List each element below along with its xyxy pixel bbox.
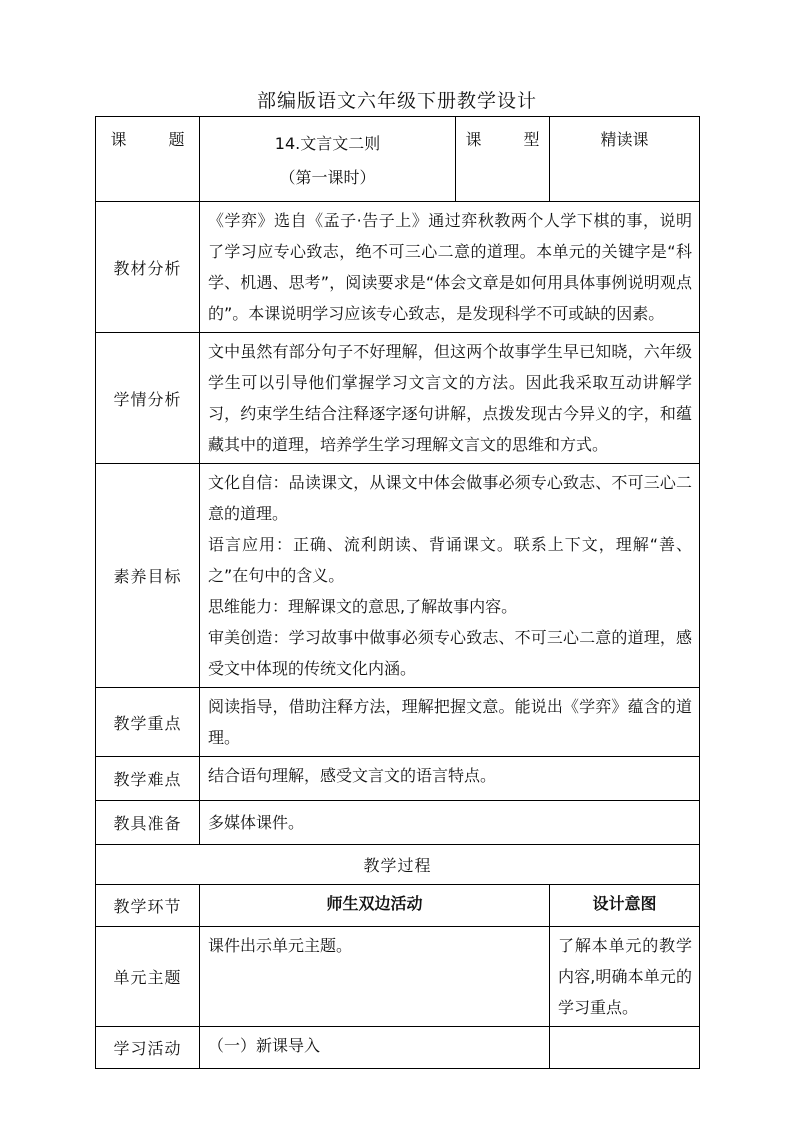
key-points-row [96,688,700,757]
process-stage: 单元主题 [96,927,200,1027]
goals-label: 素养目标 [96,464,200,688]
col-activity-header: 师生双边活动 [200,885,550,927]
topic-subtitle: （第一课时） [279,168,376,187]
key-points-text: 阅读指导，借助注释方法，理解把握文意。能说出《学弈》蕴含的道理。 [200,688,700,757]
process-intent [550,1027,700,1069]
material-analysis-row [96,202,700,333]
topic-label-a: 课 [110,130,127,149]
materials-prep-text: 多媒体课件。 [200,801,700,845]
materials-prep-label: 教具准备 [96,801,200,845]
material-analysis-text: 《学弈》选自《孟子·告子上》通过弈秋教两个人学下棋的事，说明了学习应专心致志，绝不可三心二意的道理。本单元的关键字是“科学、机遇、思考”，阅读要求是“体会文章是如何用具体事例说明观点的”。本课说明学习应该专心致志，是发现科学不可或缺的因素。 [200,202,700,333]
goal-thinking: 思维能力：理解课文的意思,了解故事内容。 [208,597,518,616]
process-row [96,927,700,1027]
difficulties-row [96,757,700,801]
header-row [96,117,700,202]
col-intent-header: 设计意图 [550,885,700,927]
lesson-plan-table [95,116,700,1069]
materials-prep-row [96,801,700,845]
topic-value-cell [200,117,456,202]
key-points-label: 教学重点 [96,688,200,757]
type-label-cell [456,117,550,202]
material-analysis-label: 教材分析 [96,202,200,333]
process-heading: 教学过程 [96,845,700,885]
type-label-b: 型 [523,130,540,149]
student-analysis-label: 学情分析 [96,333,200,464]
student-analysis-text: 文中虽然有部分句子不好理解，但这两个故事学生早已知晓，六年级学生可以引导他们掌握学习文言文的方法。因此我采取互动讲解学习，约束学生结合注释逐字逐句讲解，点拨发现古今异义的字，和蕴藏其中的道理，培养学生学习理解文言文的思维和方式。 [200,333,700,464]
goal-aesthetic: 审美创造：学习故事中做事必须专心致志、不可三心二意的道理，感受文中体现的传统文化内涵。 [208,628,692,678]
type-value: 精读课 [550,117,700,202]
goals-text [200,464,700,688]
difficulties-label: 教学难点 [96,757,200,801]
topic-title: 14.文言文二则 [274,134,381,153]
process-row [96,1027,700,1069]
topic-label-b: 题 [168,130,185,149]
process-activity: 课件出示单元主题。 [200,927,550,1027]
goal-language: 语言应用：正确、流利朗读、背诵课文。联系上下文，理解“善、之”在句中的含义。 [208,535,692,585]
process-activity: （一）新课导入 [200,1027,550,1069]
col-stage-header: 教学环节 [96,885,200,927]
process-intent: 了解本单元的教学内容,明确本单元的学习重点。 [550,927,700,1027]
goal-culture: 文化自信：品读课文，从课文中体会做事必须专心致志、不可三心二意的道理。 [208,473,692,523]
process-heading-row [96,845,700,885]
topic-label-cell [96,117,200,202]
process-stage: 学习活动 [96,1027,200,1069]
process-columns-row [96,885,700,927]
goals-row [96,464,700,688]
document-title: 部编版语文六年级下册教学设计 [256,90,537,112]
type-label-a: 课 [465,130,482,149]
difficulties-text: 结合语句理解，感受文言文的语言特点。 [200,757,700,801]
student-analysis-row [96,333,700,464]
